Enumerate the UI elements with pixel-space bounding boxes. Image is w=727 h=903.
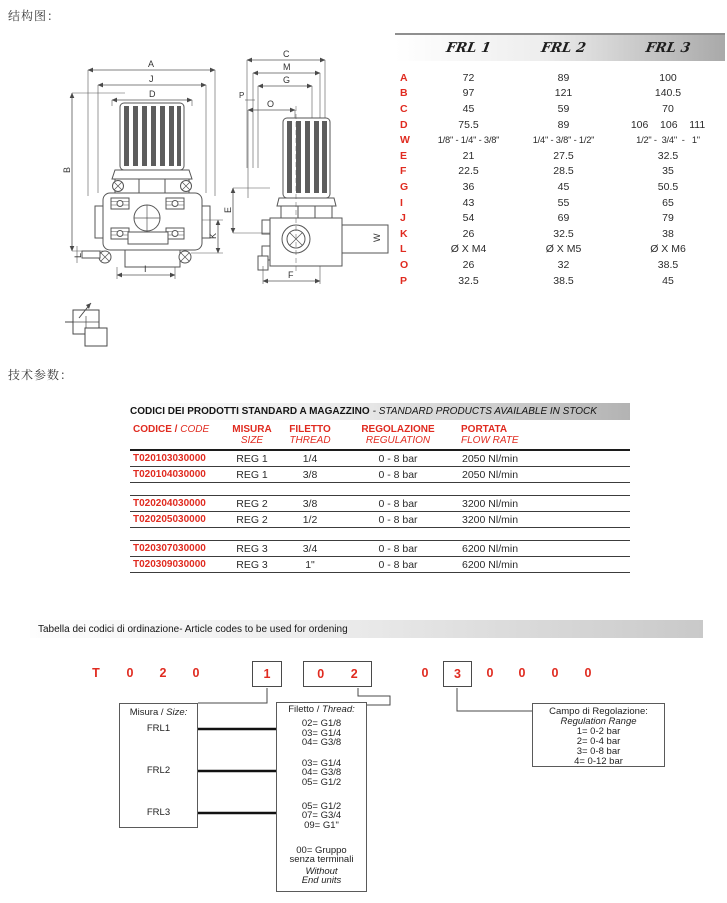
header-flow: PORTATA FLOW RATE xyxy=(461,424,519,446)
regulation-option: 2= 0-4 bar xyxy=(576,736,621,747)
regulation-option: 3= 0-8 bar xyxy=(576,746,621,757)
dim-label-E: E xyxy=(223,206,233,213)
size-item-frl3: FRL3 xyxy=(146,807,171,818)
code-char: 2 xyxy=(159,666,167,680)
dim-label-A: A xyxy=(148,59,155,69)
front-view-drawing xyxy=(72,70,223,279)
size-item-frl1: FRL1 xyxy=(146,723,171,734)
thread-option: 05= G1/2 xyxy=(301,776,342,788)
size-box-title: Misura / Size: xyxy=(129,707,188,718)
column-frl1: FRL 1 xyxy=(444,40,493,56)
thread-footer-line: senza terminali xyxy=(289,854,354,866)
size-legend-box xyxy=(119,703,198,828)
thread-option: 02= G1/8 xyxy=(301,718,342,730)
dim-label-F: F xyxy=(288,270,294,280)
dim-label-P: P xyxy=(239,91,245,100)
column-frl3: FRL 3 xyxy=(644,40,692,56)
table-row: T020307030000 REG 3 3/4 0 - 8 bar 6200 Nl/min xyxy=(130,541,630,557)
ordering-title-it: Tabella dei codici di ordinazione xyxy=(38,623,180,635)
stock-products-table xyxy=(130,403,630,573)
thread-option: 03= G1/4 xyxy=(301,727,342,739)
code-char: T xyxy=(92,666,100,680)
structure-section-label: 结构图： xyxy=(8,9,61,23)
code-char: 0 xyxy=(518,666,526,680)
dim-label-W: W xyxy=(372,233,382,242)
table-row: C 45 59 70 xyxy=(400,102,674,115)
regulation-legend-box xyxy=(532,703,665,767)
thread-legend-box xyxy=(276,702,367,892)
regulation-option: 4= 0-12 bar xyxy=(574,756,623,767)
header-thread: FILETTO THREAD xyxy=(289,424,331,446)
stock-title-it: CODICI DEI PRODOTTI STANDARD A MAGAZZINO xyxy=(130,406,370,417)
regulation-option: 1= 0-2 bar xyxy=(576,726,621,737)
dim-label-D: D xyxy=(149,89,156,99)
thread-option: 09= G1" xyxy=(304,819,339,831)
table-row: A 72 89 100 xyxy=(400,71,677,84)
table-row: W 1/8" - 1/4" - 3/8" 1/4" - 3/8" - 1/2" 1/2" - 3/4" - 1" xyxy=(400,134,700,147)
table-row: G 36 45 50.5 xyxy=(400,180,679,193)
dimension-table xyxy=(395,33,725,288)
thread-digits-box: 0 2 xyxy=(303,661,372,687)
thread-option: 07= G3/4 xyxy=(301,810,342,822)
table-group-gap xyxy=(130,528,630,541)
table-row: T020309030000 REG 3 1" 0 - 8 bar 6200 Nl/min xyxy=(130,557,630,573)
table-row: T020103030000 REG 1 1/4 0 - 8 bar 2050 Nl/min xyxy=(130,451,630,467)
table-group-gap xyxy=(130,483,630,496)
thread-footer-line: End units xyxy=(301,874,342,886)
table-row: D 75.5 89 106 106 111 xyxy=(400,118,706,131)
dimension-table-header xyxy=(395,33,725,61)
table-row: T020204030000 REG 2 3/8 0 - 8 bar 3200 Nl/min xyxy=(130,496,630,512)
dim-label-L: L xyxy=(73,252,83,258)
table-row: B 97 121 140.5 xyxy=(400,87,682,100)
size-item-frl2: FRL2 xyxy=(146,765,171,776)
header-code: CODICE / CODE xyxy=(133,424,210,435)
table-row: J 54 69 79 xyxy=(400,212,674,225)
dim-label-M: M xyxy=(283,62,291,72)
ordering-title-band xyxy=(30,620,703,638)
code-char: 0 xyxy=(126,666,134,680)
thread-footer-line: 00= Gruppo xyxy=(296,844,347,856)
regulation-digit-box: 3 xyxy=(443,661,472,687)
table-row: P 32.5 38.5 45 xyxy=(400,274,674,287)
header-regulation: REGOLAZIONE REGULATION xyxy=(361,424,435,446)
side-view-drawing xyxy=(233,60,388,284)
code-char: 0 xyxy=(421,666,429,680)
code-char: 0 xyxy=(486,666,494,680)
stock-table-column-headers xyxy=(130,420,630,451)
code-char: 0 xyxy=(584,666,592,680)
thread-box-title: Filetto / Thread: xyxy=(288,704,355,715)
dim-label-I: I xyxy=(144,264,147,274)
tech-section-label: 技术参数： xyxy=(8,368,74,382)
column-frl2: FRL 2 xyxy=(539,40,588,56)
thread-option: 03= G1/4 xyxy=(301,758,342,770)
dim-label-G: G xyxy=(283,75,291,85)
table-row: K 26 32.5 38 xyxy=(400,227,674,240)
thread-footer-line: Without xyxy=(305,865,338,877)
thread-option: 05= G1/2 xyxy=(301,801,342,813)
regulator-technical-drawing xyxy=(55,48,395,360)
size-digit-box: 1 xyxy=(252,661,282,687)
dim-label-K: K xyxy=(208,232,218,239)
table-row: F 22.5 28.5 35 xyxy=(400,165,674,178)
table-row: E 21 27.5 32.5 xyxy=(400,149,679,162)
dim-label-C: C xyxy=(283,49,290,59)
dim-label-O: O xyxy=(267,99,275,109)
table-row: T020104030000 REG 1 3/8 0 - 8 bar 2050 Nl/min xyxy=(130,467,630,483)
regulation-box-subtitle: Regulation Range xyxy=(560,716,637,727)
pneumatic-regulator-symbol xyxy=(65,303,107,346)
dim-label-B: B xyxy=(62,166,72,173)
thread-option: 04= G3/8 xyxy=(301,767,342,779)
stock-table-title-band xyxy=(130,403,630,420)
code-char: 0 xyxy=(551,666,559,680)
table-row: I 43 55 65 xyxy=(400,196,674,209)
table-row: L Ø X M4 Ø X M5 Ø X M6 xyxy=(400,243,686,256)
connector-regulation xyxy=(457,688,532,711)
connector-size xyxy=(198,688,267,703)
regulation-box-title: Campo di Regolazione: xyxy=(549,706,648,717)
table-row: O 26 32 38.5 xyxy=(400,258,679,271)
dimension-table-body xyxy=(395,70,725,288)
stock-title-en: - STANDARD PRODUCTS AVAILABLE IN STOCK xyxy=(372,406,597,417)
ordering-title-en: - Article codes to be used for ordening xyxy=(179,623,348,635)
dim-label-J: J xyxy=(149,74,154,84)
header-size: MISURA SIZE xyxy=(232,424,272,446)
table-row: T020205030000 REG 2 1/2 0 - 8 bar 3200 Nl/min xyxy=(130,512,630,528)
thread-option: 04= G3/8 xyxy=(301,736,342,748)
code-char: 0 xyxy=(192,666,200,680)
